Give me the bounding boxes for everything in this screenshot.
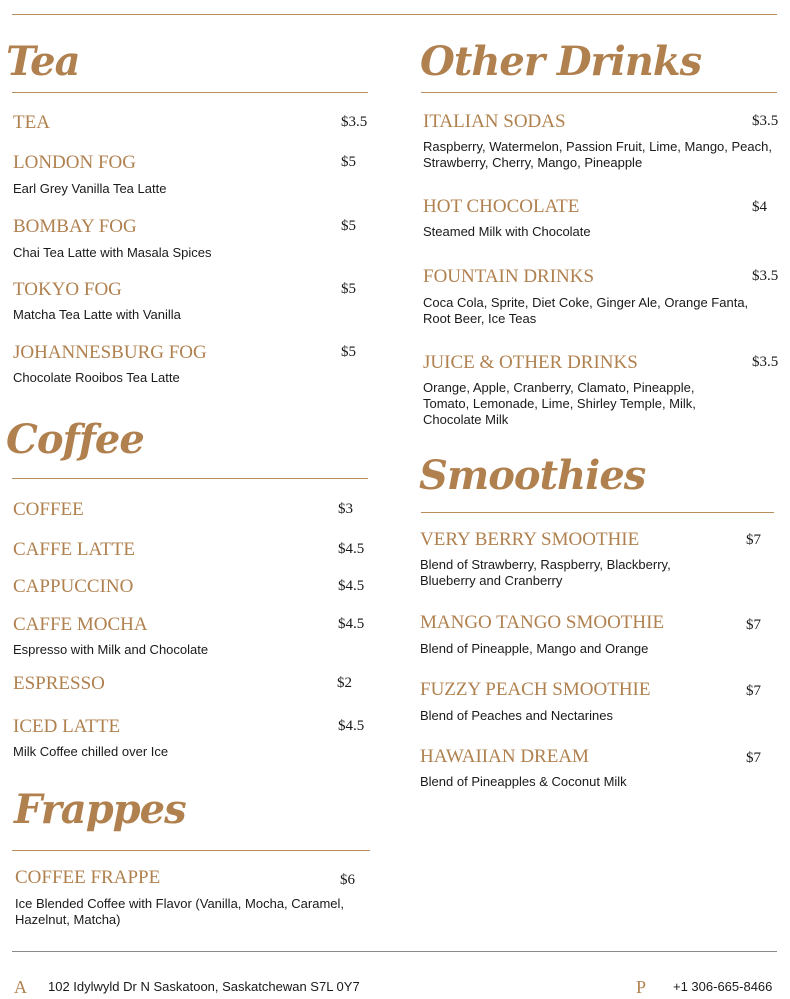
menu-item-description: Chocolate Rooibos Tea Latte bbox=[13, 370, 180, 385]
menu-item-name: ESPRESSO bbox=[13, 673, 105, 694]
menu-item-name: HAWAIIAN DREAM bbox=[420, 746, 589, 767]
tea-heading: Tea bbox=[6, 38, 80, 85]
menu-item-name: TOKYO FOG bbox=[13, 279, 122, 300]
menu-item-name: MANGO TANGO SMOOTHIE bbox=[420, 612, 665, 633]
smoothies-divider bbox=[421, 512, 774, 513]
menu-item-description: Chai Tea Latte with Masala Spices bbox=[13, 245, 212, 260]
menu-item-description: Raspberry, Watermelon, Passion Fruit, Lime, Mango, Peach, Strawberry, Cherry, Mango, Pineapple bbox=[423, 139, 772, 170]
menu-item-name: VERY BERRY SMOOTHIE bbox=[420, 529, 640, 550]
menu-item-price: $4.5 bbox=[338, 578, 365, 594]
menu-item-price: $3.5 bbox=[752, 354, 779, 370]
menu-item-description: Matcha Tea Latte with Vanilla bbox=[13, 307, 181, 322]
coffee-heading: Coffee bbox=[6, 416, 144, 463]
top-divider bbox=[12, 14, 777, 15]
menu-item-price: $4.5 bbox=[338, 541, 365, 557]
menu-item-description: Steamed Milk with Chocolate bbox=[423, 224, 591, 239]
phone-label: P bbox=[636, 977, 647, 997]
menu-item-name: COFFEE bbox=[13, 499, 84, 520]
other-drinks-divider bbox=[421, 92, 777, 93]
address-text: 102 Idylwyld Dr N Saskatoon, Saskatchewan S7L 0Y7 bbox=[48, 979, 360, 994]
menu-item-description: Espresso with Milk and Chocolate bbox=[13, 642, 209, 657]
menu-item-price: $4.5 bbox=[338, 616, 365, 632]
smoothies-heading: Smoothies bbox=[419, 452, 646, 499]
menu-item-name: CAFFE MOCHA bbox=[13, 614, 148, 635]
menu-item-price: $3.5 bbox=[752, 268, 779, 284]
other-drinks-heading: Other Drinks bbox=[420, 38, 702, 85]
menu-item-description: Earl Grey Vanilla Tea Latte bbox=[13, 181, 167, 196]
menu-item-name: ICED LATTE bbox=[13, 716, 121, 737]
menu-item-price: $7 bbox=[746, 532, 761, 548]
menu-item-name: HOT CHOCOLATE bbox=[423, 196, 580, 217]
footer-divider bbox=[12, 951, 777, 952]
menu-item-description: Blend of Pineapple, Mango and Orange bbox=[420, 641, 649, 656]
menu-item-price: $3.5 bbox=[341, 114, 368, 130]
menu-item-name: CAFFE LATTE bbox=[13, 539, 135, 560]
menu-item-name: COFFEE FRAPPE bbox=[15, 867, 161, 888]
menu-item-price: $5 bbox=[341, 344, 356, 360]
menu-item-price: $5 bbox=[341, 281, 356, 297]
menu-item-price: $3.5 bbox=[752, 113, 779, 129]
menu-item-description: Coca Cola, Sprite, Diet Coke, Ginger Ale, Orange Fanta, Root Beer, Ice Teas bbox=[423, 295, 749, 326]
menu-item-description: Blend of Strawberry, Raspberry, Blackberry, Blueberry and Cranberry bbox=[420, 557, 671, 588]
menu-item-name: LONDON FOG bbox=[13, 152, 136, 173]
menu-item-description: Ice Blended Coffee with Flavor (Vanilla, Mocha, Caramel, Hazelnut, Matcha) bbox=[15, 896, 345, 927]
tea-divider bbox=[12, 92, 368, 93]
menu-item-description: Milk Coffee chilled over Ice bbox=[13, 744, 169, 759]
coffee-divider bbox=[12, 478, 368, 479]
menu-item-name: JUICE & OTHER DRINKS bbox=[423, 352, 638, 373]
menu-item-price: $5 bbox=[341, 218, 356, 234]
menu-item-price: $3 bbox=[338, 501, 353, 517]
menu-item-name: BOMBAY FOG bbox=[13, 216, 137, 237]
menu-item-description: Blend of Peaches and Nectarines bbox=[420, 708, 613, 723]
phone-text: +1 306-665-8466 bbox=[673, 979, 773, 994]
frappes-heading: Frappes bbox=[14, 786, 186, 833]
menu-item-name: ITALIAN SODAS bbox=[423, 111, 566, 132]
menu-item-name: CAPPUCCINO bbox=[13, 576, 134, 597]
menu-item-price: $6 bbox=[340, 872, 355, 888]
menu-item-description: Orange, Apple, Cranberry, Clamato, Pineapple, Tomato, Lemonade, Lime, Shirley Temple, Milk, Chocolate Milk bbox=[423, 380, 696, 427]
menu-item-name: FUZZY PEACH SMOOTHIE bbox=[420, 679, 651, 700]
menu-item-name: FOUNTAIN DRINKS bbox=[423, 266, 595, 287]
menu-item-price: $2 bbox=[337, 675, 352, 691]
menu-item-price: $7 bbox=[746, 750, 761, 766]
menu-item-price: $5 bbox=[341, 154, 356, 170]
menu-item-description: Blend of Pineapples & Coconut Milk bbox=[420, 774, 627, 789]
menu-item-price: $7 bbox=[746, 617, 761, 633]
menu-item-price: $7 bbox=[746, 683, 761, 699]
frappes-divider bbox=[12, 850, 370, 851]
menu-item-price: $4 bbox=[752, 199, 767, 215]
menu-item-price: $4.5 bbox=[338, 718, 365, 734]
menu-item-name: JOHANNESBURG FOG bbox=[13, 342, 207, 363]
menu-item-name: TEA bbox=[13, 112, 50, 133]
address-label: A bbox=[14, 977, 27, 997]
